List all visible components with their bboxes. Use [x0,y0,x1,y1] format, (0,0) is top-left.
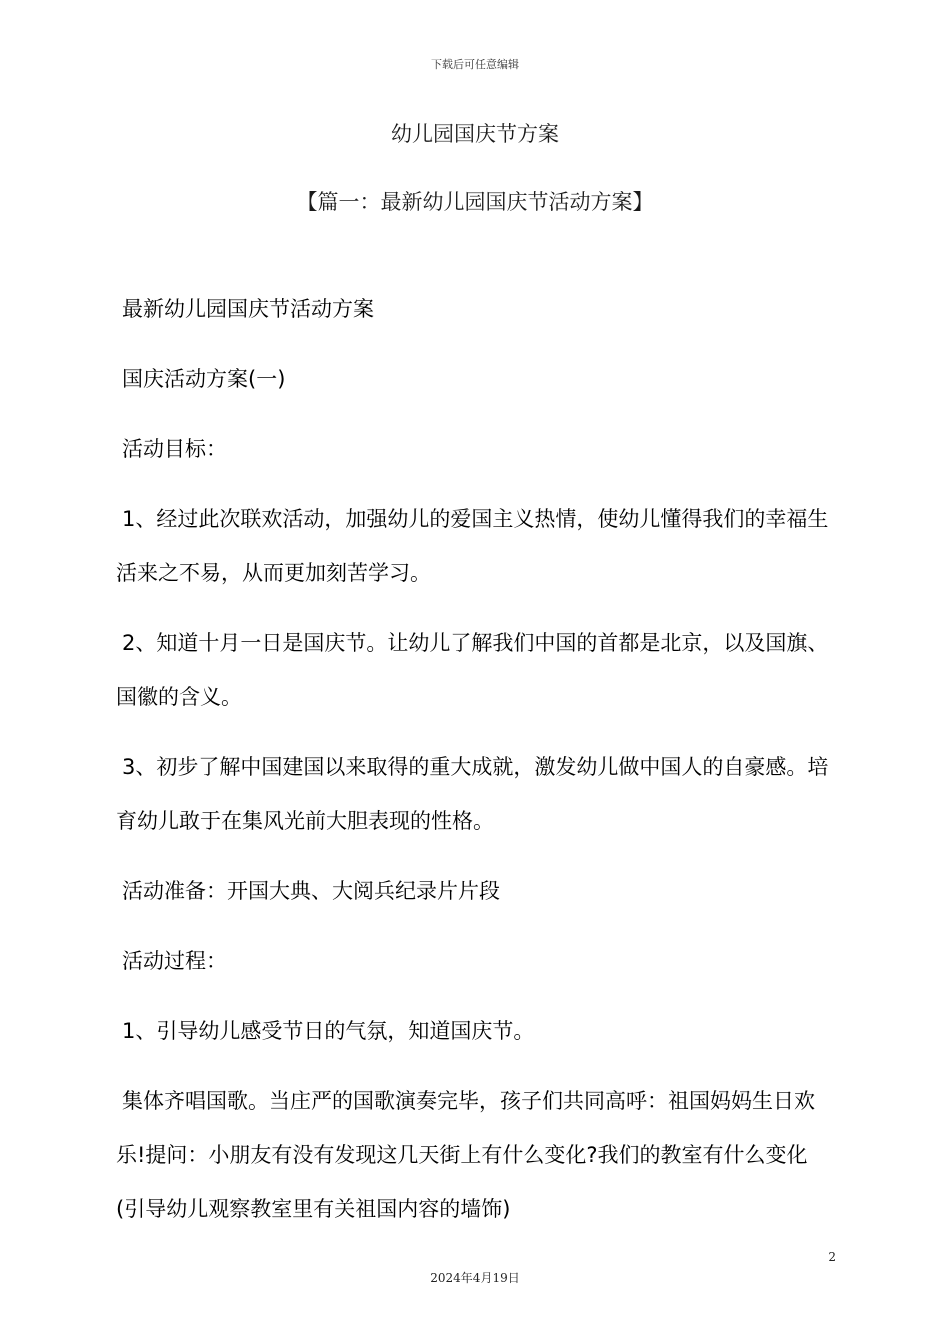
process-step-1: 1、引导幼儿感受节日的气氛，知道国庆节。 [122,1019,535,1043]
page-number: 2 [828,1250,836,1264]
process-heading: 活动过程： [122,949,227,973]
section-heading: 最新幼儿园国庆节活动方案 [122,297,374,321]
document-title: 幼儿园国庆节方案 [391,122,559,146]
goal-item-3: 3、初步了解中国建国以来取得的重大成就，激发幼儿做中国人的自豪感。培育幼儿敢于在集风光前大胆表现的性格。 [116,755,829,833]
goal-item-1: 1、经过此次联欢活动，加强幼儿的爱国主义热情，使幼儿懂得我们的幸福生活来之不易，从而更加刻苦学习。 [116,507,829,585]
document-body [116,282,836,1236]
document-subtitle: 【篇一：最新幼儿园国庆节活动方案】 [296,190,654,214]
header-note: 下载后可任意编辑 [431,58,519,71]
preparation-line: 活动准备：开国大典、大阅兵纪录片片段 [122,879,500,903]
goal-item-2: 2、知道十月一日是国庆节。让幼儿了解我们中国的首都是北京，以及国旗、国徽的含义。 [116,631,829,709]
footer-date: 2024年4月19日 [430,1271,520,1285]
plan-heading: 国庆活动方案(一) [122,367,286,391]
process-paragraph: 集体齐唱国歌。当庄严的国歌演奏完毕，孩子们共同高呼：祖国妈妈生日欢乐!提问：小朋友有没有发现这几天街上有什么变化?我们的教室有什么变化(引导幼儿观察教室里有关祖国内容的墙饰) [116,1089,815,1221]
goals-heading: 活动目标： [122,437,227,461]
